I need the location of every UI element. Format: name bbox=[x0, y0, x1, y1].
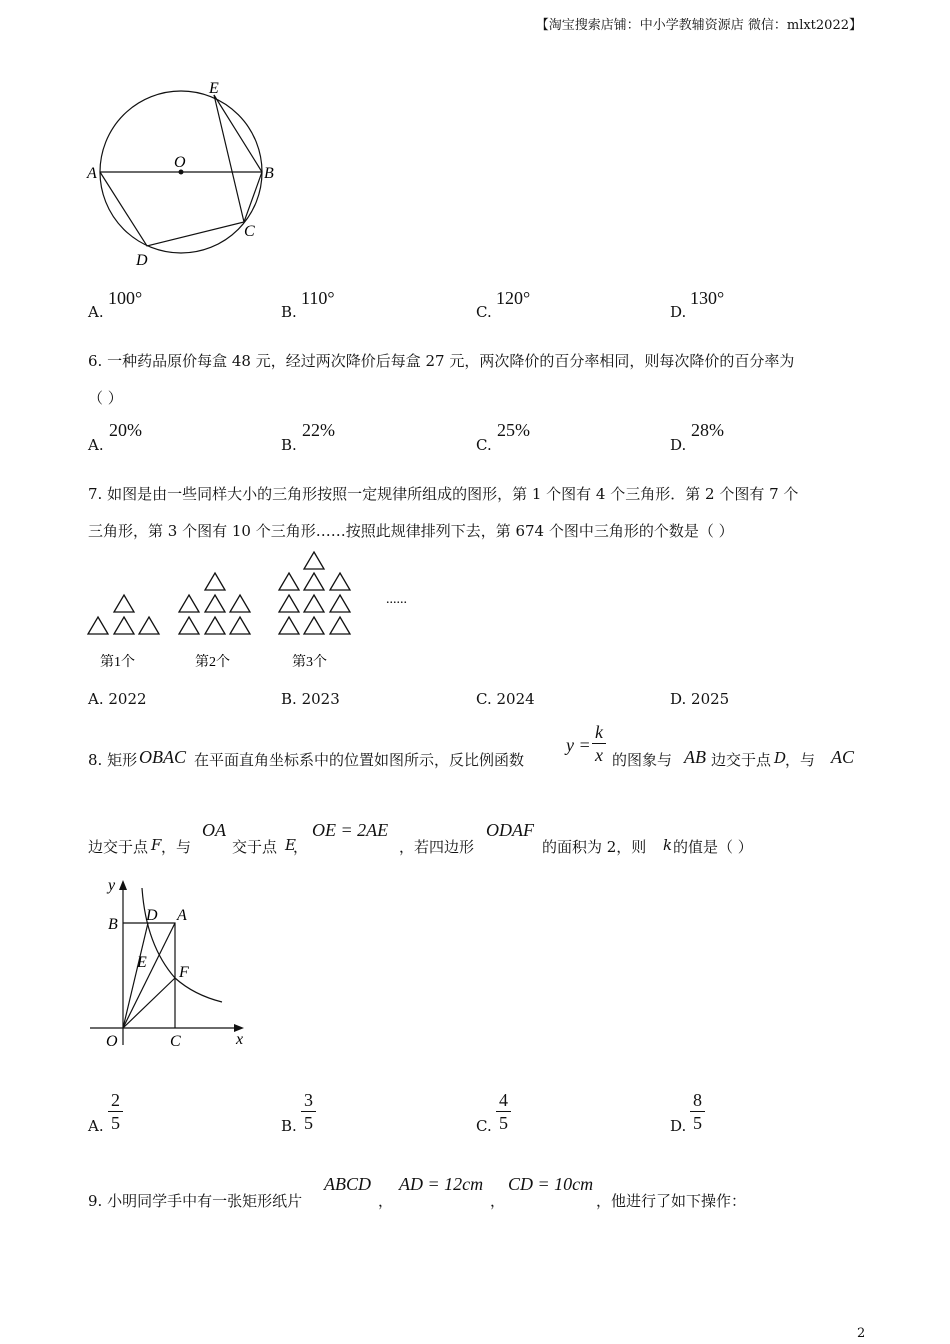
label-d: D bbox=[136, 252, 148, 269]
ellipsis: ...... bbox=[386, 592, 407, 607]
label-a: A bbox=[87, 165, 97, 182]
page-number: 2 bbox=[857, 1326, 866, 1341]
label-c: C bbox=[244, 223, 255, 240]
pattern-2 bbox=[179, 573, 250, 634]
q7-option-d: D. 2025 bbox=[670, 690, 730, 708]
q7-triangle-pattern-figure bbox=[84, 548, 424, 672]
q5-circle-figure bbox=[80, 72, 290, 272]
label-e: E bbox=[137, 954, 147, 971]
q7-option-b: B. 2023 bbox=[281, 690, 340, 708]
q8-function-fraction: $\frac{k}{x}$ bbox=[592, 722, 606, 766]
label-b: B bbox=[264, 165, 274, 182]
caption-3: 第3个 bbox=[292, 655, 327, 670]
caption-1: 第1个 bbox=[100, 655, 135, 670]
hyperbola bbox=[142, 888, 222, 1002]
page-header: 【淘宝搜索店铺：中小学教辅资源店 微信：mlxt2022】 bbox=[535, 18, 862, 33]
q9-stem: 9. 小明同学手中有一张矩形纸片 ABCD ， AD = 12cm ， CD = 10cm ，他进行了如下操作： bbox=[88, 1174, 747, 1210]
q7-stem-line2: 三角形，第 3 个图有 10 个三角形……按照此规律排列下去，第 674 个图中三角形的个数是（ ） bbox=[88, 522, 734, 540]
label-o: O bbox=[174, 154, 186, 171]
pattern-1 bbox=[88, 595, 159, 634]
label-y: y bbox=[108, 877, 116, 894]
label-e: E bbox=[209, 80, 219, 97]
q6-stem-line2: （ ） bbox=[88, 389, 123, 407]
q8-stem-line1: 8. 矩形 OBAC 在平面直角坐标系中的位置如图所示，反比例函数 y = $\frac{k}{x}$ 的图象与 AB 边交于点 D ，与 AC bbox=[88, 722, 855, 769]
label-x: x bbox=[236, 1031, 244, 1048]
label-c: C bbox=[170, 1033, 181, 1050]
q7-option-a: A. 2022 bbox=[88, 690, 147, 708]
caption-2: 第2个 bbox=[195, 655, 230, 670]
pattern-3 bbox=[279, 552, 350, 634]
label-d: D bbox=[146, 907, 158, 924]
q7-stem-line1: 7. 如图是由一些同样大小的三角形按照一定规律所组成的图形，第 1 个图有 4 个三角形．第 2 个图有 7 个 bbox=[88, 485, 799, 503]
label-f: F bbox=[179, 964, 189, 981]
label-b: B bbox=[108, 916, 118, 933]
label-o: O bbox=[106, 1033, 118, 1050]
label-a: A bbox=[177, 907, 187, 924]
q8-stem-line2: 边交于点 F ，与 OA 交于点 E ， OE = 2AE ，若四边形 ODAF 的面积为 2，则 k 的值是（ ） bbox=[88, 820, 753, 856]
q7-option-c: C. 2024 bbox=[476, 690, 535, 708]
q8-coordinate-figure bbox=[84, 870, 264, 1060]
q6-stem-line1: 6. 一种药品原价每盒 48 元，经过两次降价后每盒 27 元，两次降价的百分率相同，则每次降价的百分率为 bbox=[88, 352, 795, 370]
